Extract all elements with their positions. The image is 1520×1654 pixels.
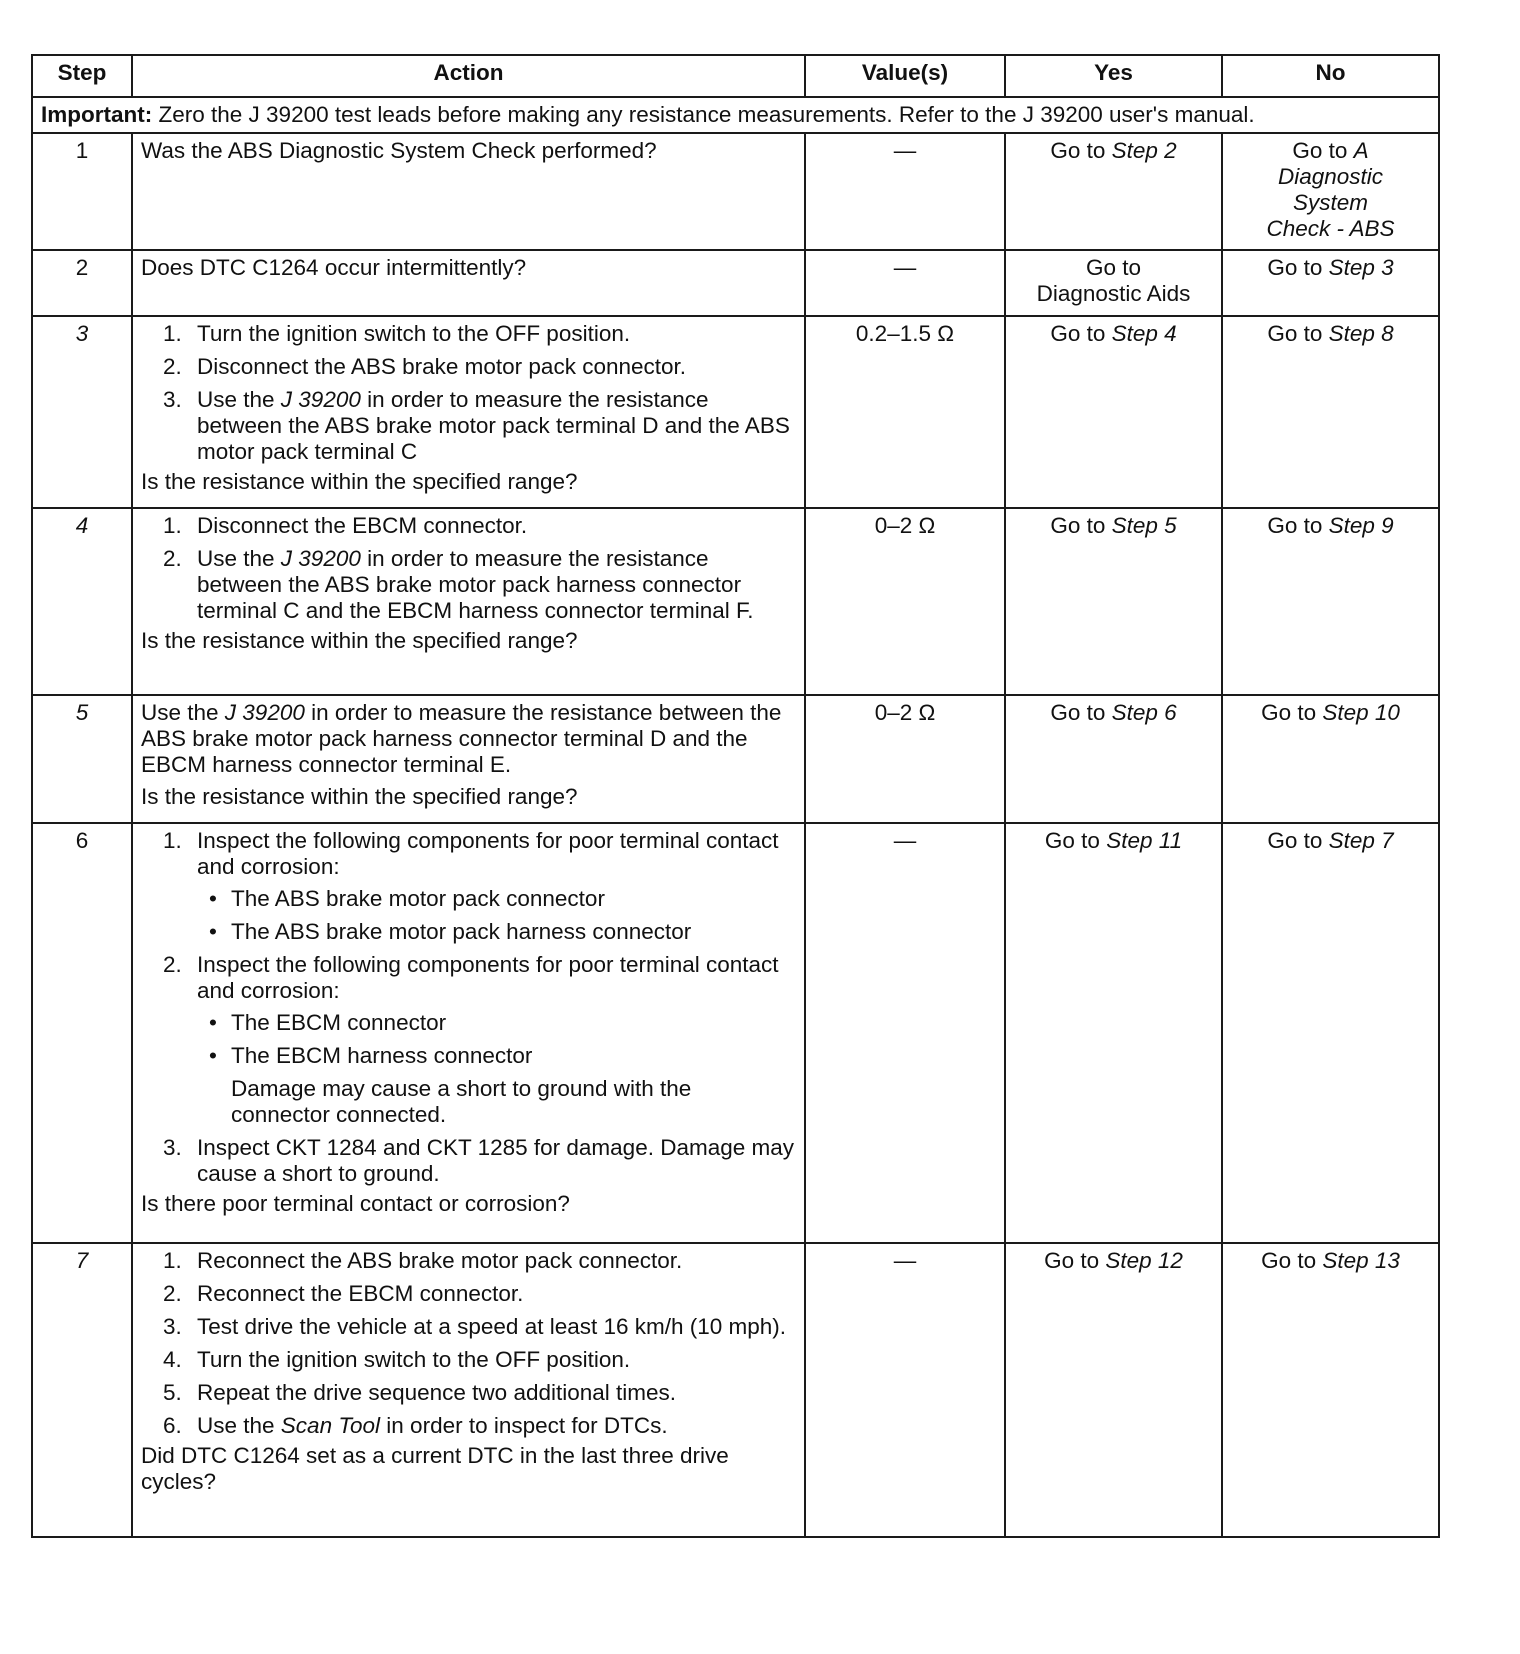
list-item	[141, 1135, 796, 1187]
table-row-step-1	[32, 133, 1439, 250]
bullet-item	[197, 886, 796, 912]
item-text: in order to measure the resistance between the ABS brake motor pack terminal D and the ABS motor pack terminal C	[197, 387, 790, 464]
yes-step-link[interactable]: Step 5	[1111, 513, 1177, 538]
item-text: Test drive the vehicle at a speed at least 16 km/h (10 mph).	[197, 1314, 787, 1339]
damage-note: Damage may cause a short to ground with the connector connected.	[231, 1076, 692, 1127]
item-text: Turn the ignition switch to the OFF position.	[197, 321, 631, 346]
value-cell: —	[805, 133, 1005, 250]
no-step-link[interactable]: Step 13	[1322, 1248, 1400, 1273]
value-cell: 0–2 Ω	[805, 695, 1005, 823]
action-instruction	[141, 700, 796, 778]
step-number: 4	[32, 508, 132, 695]
action-steps	[141, 1248, 796, 1439]
yes-step-link[interactable]: Step 2	[1111, 138, 1177, 163]
list-item	[141, 321, 796, 347]
bullet-text: The EBCM connector	[231, 1010, 447, 1035]
item-number: 1.	[163, 828, 182, 853]
item-number: 2.	[163, 952, 182, 977]
yes-cell	[1005, 250, 1222, 316]
action-question: Is the resistance within the specified range?	[141, 469, 578, 494]
no-step-link[interactable]: Step 8	[1328, 321, 1394, 346]
table-row-step-7	[32, 1243, 1439, 1537]
no-goto-text: Go to	[1267, 513, 1329, 538]
action-cell	[132, 823, 805, 1243]
bullet-icon: •	[209, 919, 217, 944]
action-steps	[141, 321, 796, 465]
step-number: 1	[32, 133, 132, 250]
item-text: in order to inspect for DTCs.	[380, 1413, 668, 1438]
no-step-link[interactable]: Step 10	[1322, 700, 1400, 725]
action-cell	[132, 508, 805, 695]
bullet-icon: •	[209, 1010, 217, 1035]
item-text: Use the	[141, 700, 225, 725]
bullet-text: The EBCM harness connector	[231, 1043, 533, 1068]
item-text: Use the	[197, 546, 281, 571]
item-text: Inspect CKT 1284 and CKT 1285 for damage. Damage may cause a short to ground.	[197, 1135, 795, 1186]
list-item	[141, 828, 796, 945]
yes-cell	[1005, 316, 1222, 508]
tool-name: J 39200	[280, 546, 361, 571]
no-cell	[1222, 823, 1439, 1243]
list-item	[141, 1281, 796, 1307]
header-row	[32, 55, 1439, 97]
value-cell: —	[805, 250, 1005, 316]
action-question: Did DTC C1264 set as a current DTC in the last three drive cycles?	[141, 1443, 729, 1494]
list-item	[141, 952, 796, 1128]
important-text: Zero the J 39200 test leads before making any resistance measurements. Refer to the J 39200 user's manual.	[152, 102, 1255, 127]
bullet-list	[197, 886, 796, 945]
bullet-text: The ABS brake motor pack connector	[231, 886, 605, 911]
item-text: in order to measure the resistance between the ABS brake motor pack harness connector terminal D and the EBCM harness connector terminal E.	[141, 700, 782, 777]
no-cell	[1222, 695, 1439, 823]
header-action: Action	[132, 55, 805, 97]
item-text: Inspect the following components for poor terminal contact and corrosion:	[197, 828, 779, 879]
list-item	[141, 354, 796, 380]
no-step-link[interactable]: Step 7	[1328, 828, 1394, 853]
table-row-step-2	[32, 250, 1439, 316]
bullet-item	[197, 1010, 796, 1036]
no-step-link[interactable]: Step 9	[1328, 513, 1394, 538]
value-cell: 0–2 Ω	[805, 508, 1005, 695]
no-link-line[interactable]: A	[1353, 138, 1369, 163]
no-link-line[interactable]: Check - ABS	[1266, 216, 1395, 241]
value-cell: —	[805, 823, 1005, 1243]
action-question: Is the resistance within the specified range?	[141, 628, 578, 653]
no-cell	[1222, 1243, 1439, 1537]
step-number: 7	[32, 1243, 132, 1537]
action-cell	[132, 250, 805, 316]
no-link-line[interactable]: Diagnostic	[1277, 164, 1384, 189]
bullet-icon: •	[209, 1043, 217, 1068]
list-item	[141, 1314, 796, 1340]
item-number: 3.	[163, 1314, 182, 1339]
item-text: Turn the ignition switch to the OFF position.	[197, 1347, 631, 1372]
table-row-step-6	[32, 823, 1439, 1243]
no-goto-text: Go to	[1292, 138, 1354, 163]
action-cell	[132, 133, 805, 250]
item-number: 1.	[163, 513, 182, 538]
bullet-text: The ABS brake motor pack harness connector	[231, 919, 692, 944]
important-label: Important:	[41, 102, 153, 127]
important-note	[32, 97, 1439, 133]
item-number: 1.	[163, 321, 182, 346]
yes-cell	[1005, 508, 1222, 695]
no-step-link[interactable]: Step 3	[1328, 255, 1394, 280]
yes-goto-text: Go to	[1050, 700, 1112, 725]
yes-goto-text: Go to	[1050, 321, 1112, 346]
tool-name: J 39200	[280, 387, 361, 412]
no-goto-text: Go to	[1261, 700, 1323, 725]
item-number: 2.	[163, 354, 182, 379]
no-cell	[1222, 250, 1439, 316]
item-number: 5.	[163, 1380, 182, 1405]
value-cell: —	[805, 1243, 1005, 1537]
item-text: Use the	[197, 387, 281, 412]
table-row-step-4	[32, 508, 1439, 695]
header-step: Step	[32, 55, 132, 97]
no-cell	[1222, 508, 1439, 695]
bullet-list	[197, 1010, 796, 1069]
list-item	[141, 513, 796, 539]
yes-cell	[1005, 1243, 1222, 1537]
yes-goto-text: Go to	[1044, 1248, 1106, 1273]
no-goto-text: Go to	[1267, 255, 1329, 280]
item-number: 1.	[163, 1248, 182, 1273]
item-number: 3.	[163, 1135, 182, 1160]
list-item	[141, 1248, 796, 1274]
yes-diagnostic-aids-link[interactable]: Diagnostic Aids	[1036, 281, 1191, 306]
yes-cell	[1005, 133, 1222, 250]
action-question: Is the resistance within the specified range?	[141, 784, 578, 809]
item-text: Repeat the drive sequence two additional times.	[197, 1380, 677, 1405]
yes-goto-text: Go to	[1085, 255, 1142, 280]
no-goto-text: Go to	[1261, 1248, 1323, 1273]
action-question: Was the ABS Diagnostic System Check performed?	[141, 138, 657, 163]
bullet-icon: •	[209, 886, 217, 911]
header-yes: Yes	[1005, 55, 1222, 97]
item-number: 2.	[163, 1281, 182, 1306]
step-number: 6	[32, 823, 132, 1243]
action-question: Is there poor terminal contact or corrosion?	[141, 1191, 570, 1216]
action-steps	[141, 513, 796, 624]
item-text: in order to measure the resistance between the ABS brake motor pack harness connector terminal C and the EBCM harness connector terminal F.	[197, 546, 754, 623]
item-text: Disconnect the EBCM connector.	[197, 513, 528, 538]
step-number: 2	[32, 250, 132, 316]
table-row-step-3	[32, 316, 1439, 508]
yes-step-link[interactable]: Step 6	[1111, 700, 1177, 725]
tool-name: J 39200	[224, 700, 305, 725]
action-cell	[132, 316, 805, 508]
step-number: 5	[32, 695, 132, 823]
yes-goto-text: Go to	[1050, 513, 1112, 538]
yes-step-link[interactable]: Step 12	[1105, 1248, 1183, 1273]
item-text: Reconnect the ABS brake motor pack connector.	[197, 1248, 683, 1273]
value-cell: 0.2–1.5 Ω	[805, 316, 1005, 508]
action-cell	[132, 1243, 805, 1537]
bullet-item	[197, 1043, 796, 1069]
item-number: 6.	[163, 1413, 182, 1438]
yes-cell	[1005, 823, 1222, 1243]
header-values: Value(s)	[805, 55, 1005, 97]
list-item	[141, 1347, 796, 1373]
no-goto-text: Go to	[1267, 828, 1329, 853]
item-number: 2.	[163, 546, 182, 571]
list-item	[141, 1413, 796, 1439]
table-row-step-5	[32, 695, 1439, 823]
yes-step-link[interactable]: Step 4	[1111, 321, 1177, 346]
action-question: Does DTC C1264 occur intermittently?	[141, 255, 527, 280]
yes-step-link[interactable]: Step 11	[1106, 828, 1183, 853]
item-text: Use the	[197, 1413, 281, 1438]
item-text: Reconnect the EBCM connector.	[197, 1281, 524, 1306]
bullet-item	[197, 919, 796, 945]
list-item	[141, 546, 796, 624]
no-link-line[interactable]: System	[1292, 190, 1368, 215]
list-item	[141, 387, 796, 465]
item-text: Inspect the following components for poor terminal contact and corrosion:	[197, 952, 779, 1003]
item-number: 4.	[163, 1347, 182, 1372]
no-cell	[1222, 316, 1439, 508]
no-goto-text: Go to	[1267, 321, 1329, 346]
item-text: Disconnect the ABS brake motor pack connector.	[197, 354, 687, 379]
action-cell	[132, 695, 805, 823]
yes-goto-text: Go to	[1050, 138, 1112, 163]
yes-goto-text: Go to	[1044, 828, 1107, 853]
diagnostic-table	[31, 54, 1440, 1538]
tool-name: Scan Tool	[280, 1413, 381, 1438]
step-number: 3	[32, 316, 132, 508]
item-number: 3.	[163, 387, 182, 412]
procedure-page	[31, 54, 1438, 1538]
important-row	[32, 97, 1439, 133]
no-cell	[1222, 133, 1439, 250]
header-no: No	[1222, 55, 1439, 97]
list-item	[141, 1380, 796, 1406]
action-steps	[141, 828, 796, 1187]
yes-cell	[1005, 695, 1222, 823]
